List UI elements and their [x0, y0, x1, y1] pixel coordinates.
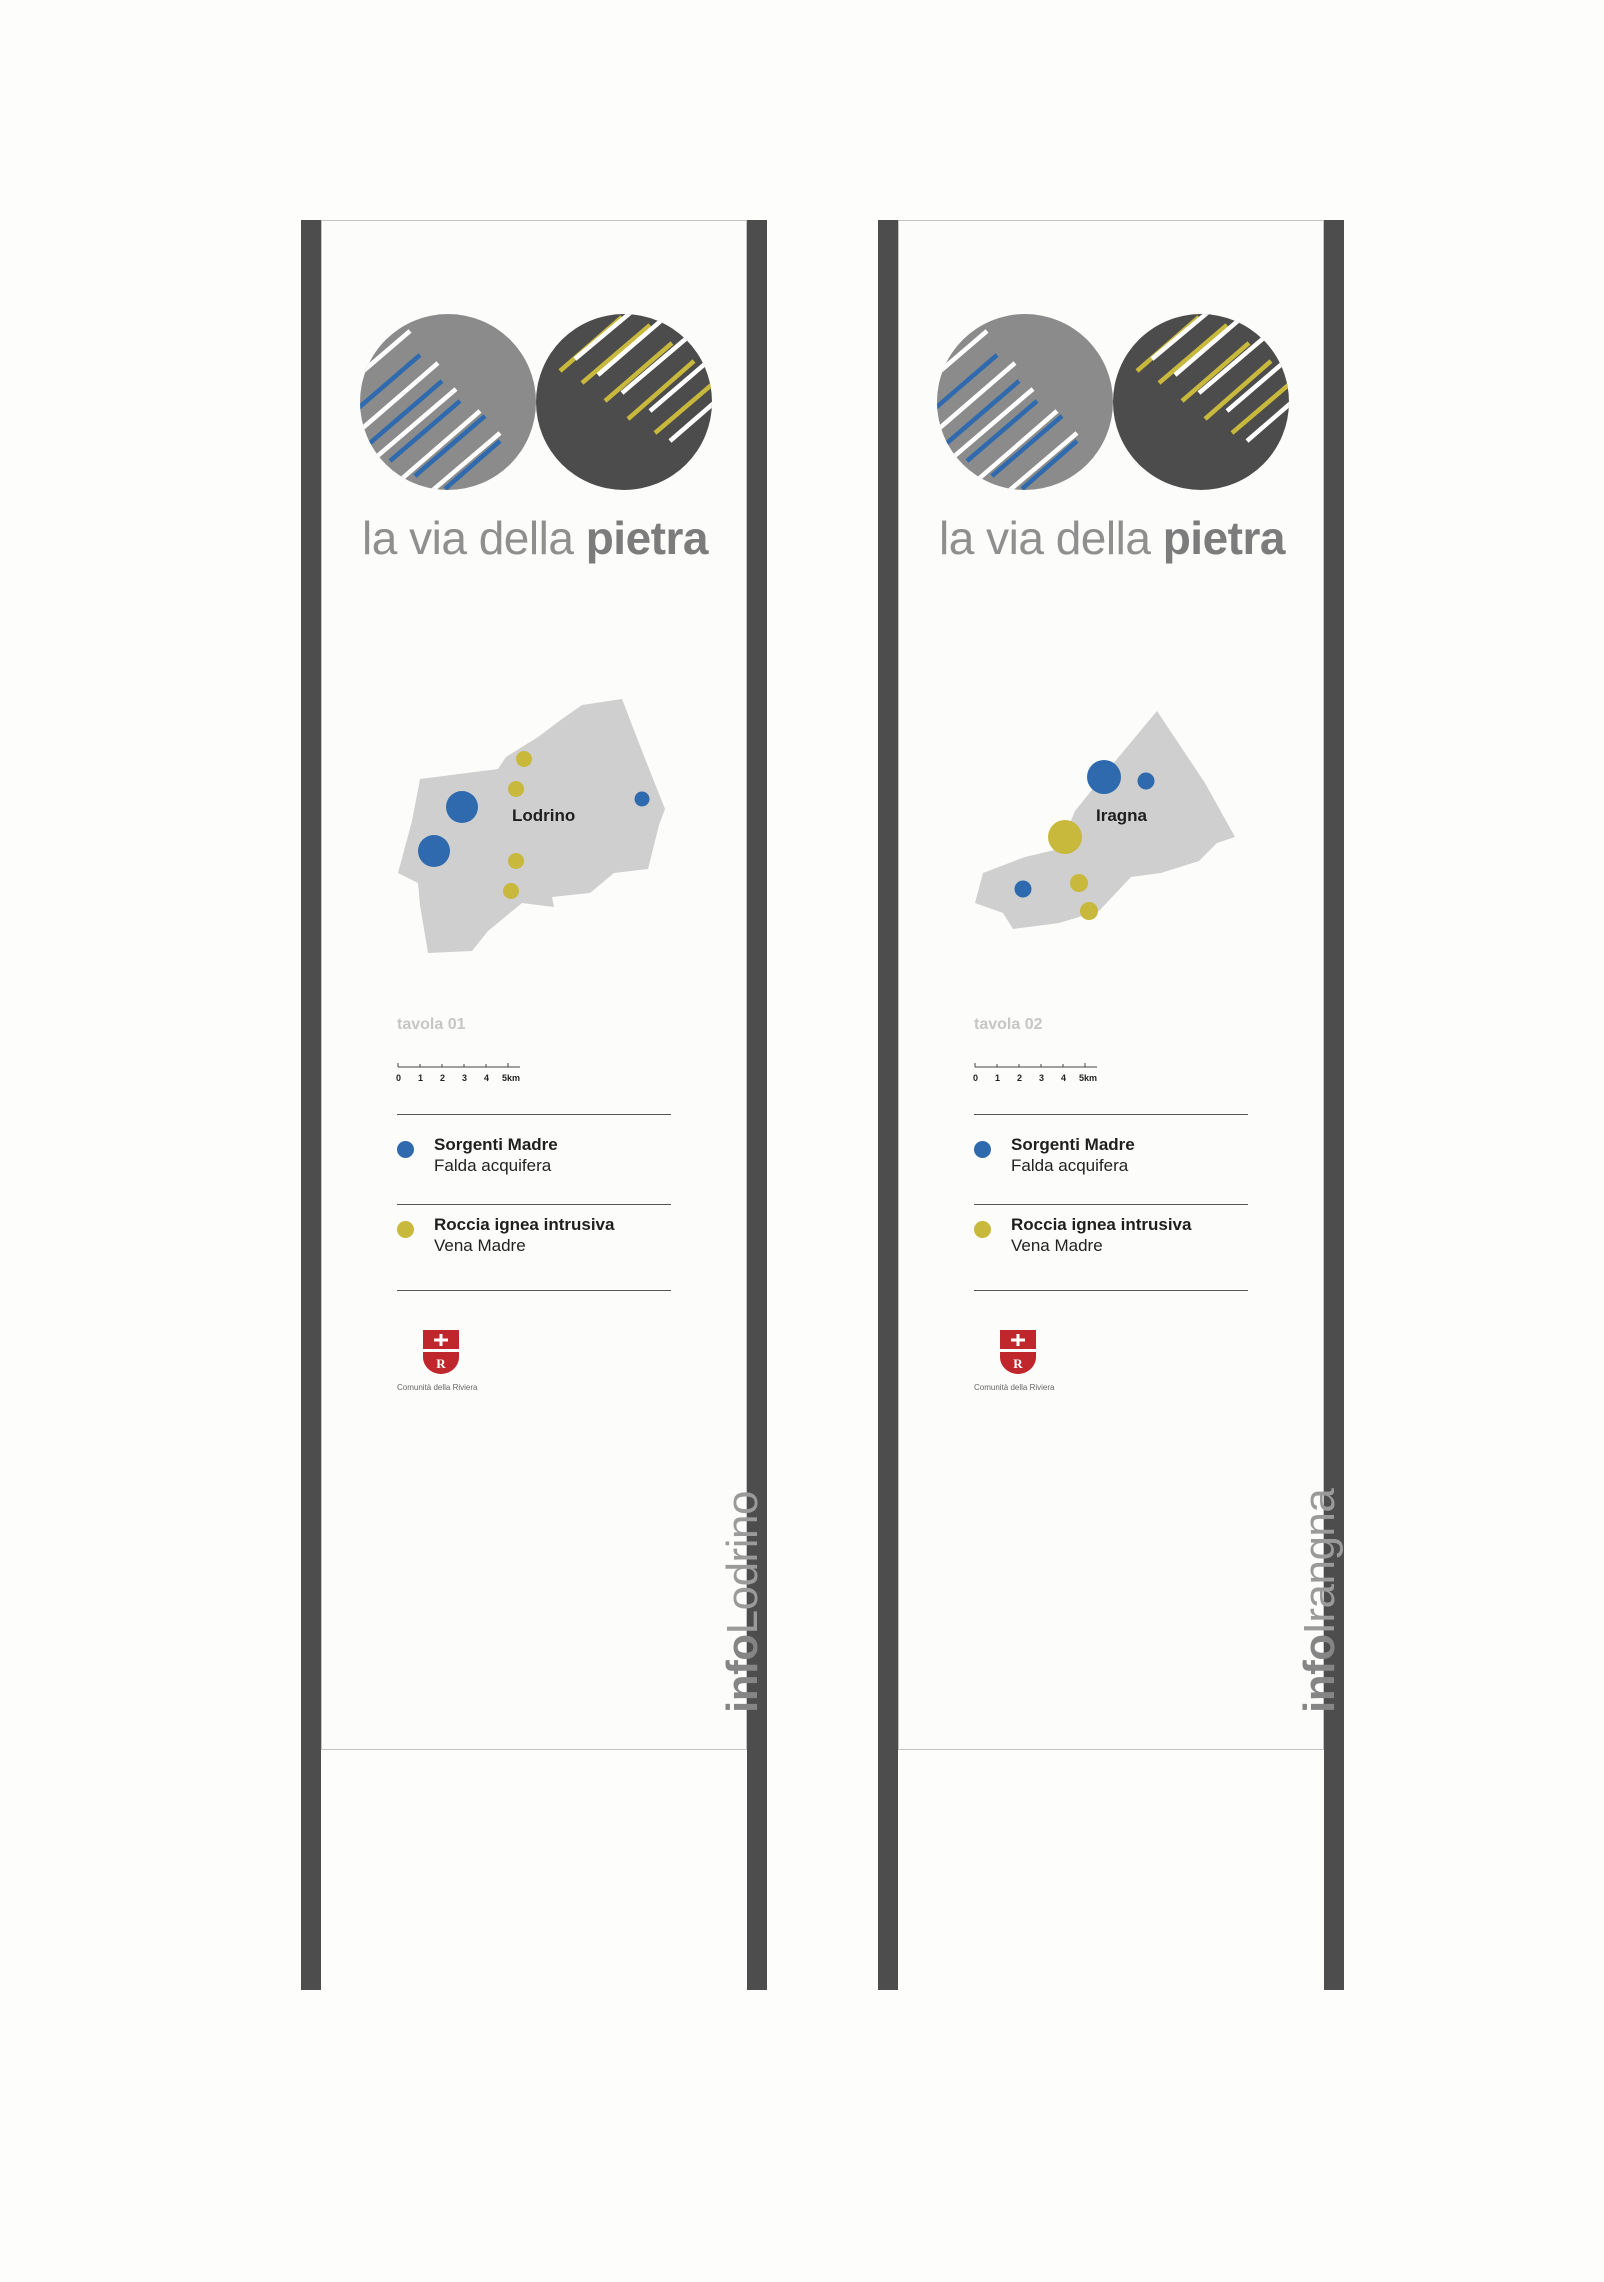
spring-marker [1015, 881, 1032, 898]
vertical-info-label: infoIrangna [1295, 1488, 1344, 1713]
divider [974, 1290, 1248, 1291]
rock-dot-icon [397, 1221, 414, 1238]
rock-marker [1070, 874, 1088, 892]
scale-label: 3 [1039, 1073, 1045, 1083]
scale-label: 2 [1017, 1073, 1023, 1083]
spring-marker [446, 791, 478, 823]
table-label: tavola 02 [974, 1016, 1043, 1033]
vertical-info-label: infoLodrino [718, 1491, 767, 1713]
territory-map [322, 661, 748, 991]
legend-title: Roccia ignea intrusiva [434, 1215, 615, 1234]
spring-marker [418, 835, 450, 867]
rock-marker [503, 883, 519, 899]
scale-label: 1 [995, 1073, 1001, 1083]
brand-title: la via della pietra [362, 512, 708, 564]
scale-label: 3 [462, 1073, 468, 1083]
divider [397, 1204, 671, 1205]
spring-marker [1138, 773, 1155, 790]
legend-subtitle: Vena Madre [434, 1236, 526, 1255]
rock-dot-icon [974, 1221, 991, 1238]
scale-label: 5km [502, 1073, 521, 1083]
divider [974, 1114, 1248, 1115]
town-label: Lodrino [512, 806, 576, 825]
sign-iragna [878, 220, 1344, 1990]
rock-marker [516, 751, 532, 767]
post-left [301, 220, 321, 1990]
scale-label: 5km [1079, 1073, 1098, 1083]
sign-panel [898, 220, 1344, 1750]
rock-marker [1048, 820, 1082, 854]
spring-marker [1087, 760, 1121, 794]
scale-label: 4 [484, 1073, 490, 1083]
sign-lodrino [301, 220, 767, 1990]
brand-title: la via della pietra [939, 512, 1285, 564]
scale-label: 4 [1061, 1073, 1067, 1083]
organization-name: Comunità della Riviera [974, 1383, 1055, 1392]
post-right [1324, 220, 1344, 1990]
table-label: tavola 01 [397, 1016, 466, 1033]
scale-bar [974, 1059, 1099, 1071]
rock-marker [1080, 902, 1098, 920]
stone-logo-icon [360, 311, 712, 493]
scale-label: 0 [396, 1073, 402, 1083]
spring-marker [635, 792, 650, 807]
divider [397, 1290, 671, 1291]
organization-name: Comunità della Riviera [397, 1383, 478, 1392]
post-right [747, 220, 767, 1990]
legend-title: Sorgenti Madre [1011, 1135, 1135, 1154]
municipality-shape [398, 699, 665, 953]
rock-marker [508, 853, 524, 869]
scale-label: 2 [440, 1073, 446, 1083]
scale-label: 0 [973, 1073, 979, 1083]
legend-title: Roccia ignea intrusiva [1011, 1215, 1192, 1234]
sign-panel [321, 220, 767, 1750]
stone-logo-icon [937, 311, 1289, 493]
legend-title: Sorgenti Madre [434, 1135, 558, 1154]
crest-icon [422, 1329, 460, 1375]
post-left [878, 220, 898, 1990]
rock-marker [508, 781, 524, 797]
crest-letter: R [1013, 1356, 1023, 1371]
spring-dot-icon [974, 1141, 991, 1158]
scale-bar [397, 1059, 522, 1071]
crest-icon [999, 1329, 1037, 1375]
legend-subtitle: Falda acquifera [434, 1156, 552, 1175]
legend-subtitle: Falda acquifera [1011, 1156, 1129, 1175]
crest-letter: R [436, 1356, 446, 1371]
town-label: Iragna [1096, 806, 1148, 825]
divider [974, 1204, 1248, 1205]
scale-label: 1 [418, 1073, 424, 1083]
territory-map [899, 661, 1325, 991]
divider [397, 1114, 671, 1115]
spring-dot-icon [397, 1141, 414, 1158]
legend-subtitle: Vena Madre [1011, 1236, 1103, 1255]
